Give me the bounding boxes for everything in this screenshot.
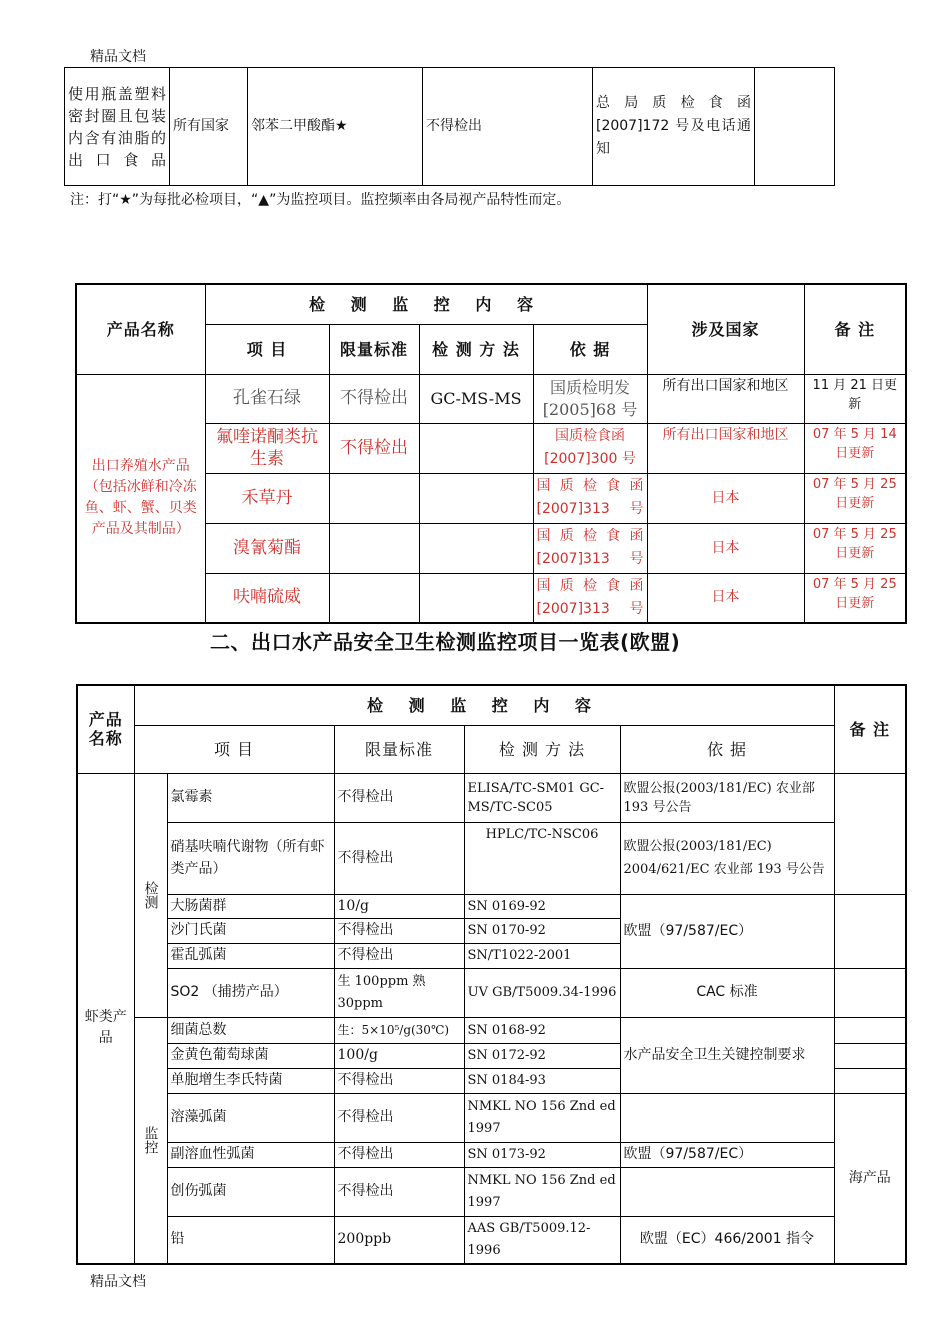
t2-row1-item: 氟喹诺酮类抗生素	[205, 423, 329, 473]
t2-row4-basis: 国质检食函[2007]313 号	[533, 573, 647, 623]
t3-row3-item: 沙门氏菌	[167, 918, 334, 943]
t1-country: 所有国家	[170, 68, 248, 186]
t2-row1-limit: 不得检出	[329, 423, 419, 473]
t2-row3-limit	[329, 523, 419, 573]
t2-row1-method	[419, 423, 533, 473]
t2-row4-limit	[329, 573, 419, 623]
t1-limit: 不得检出	[423, 68, 593, 186]
t3-row2-item: 大肠菌群	[167, 894, 334, 918]
t3-h-item: 项 目	[134, 725, 334, 773]
t3-row1-item: 硝基呋喃代谢物（所有虾类产品）	[167, 822, 334, 894]
t2-h-item: 项 目	[205, 324, 329, 374]
t3-remark-a	[834, 773, 906, 894]
t1-product: 使用瓶盖塑料密封圈且包装内含有油脂的出口食品	[65, 68, 170, 186]
t3-remark-d	[834, 1017, 906, 1043]
t2-row3-method	[419, 523, 533, 573]
table-eu-shrimp	[76, 684, 907, 1265]
t3-row11-limit: 不得检出	[334, 1167, 464, 1216]
t2-product: 出口养殖水产品（包括冰鲜和冷冻鱼、虾、蟹、贝类产品及其制品）	[76, 374, 205, 623]
t2-row0-item: 孔雀石绿	[205, 374, 329, 423]
t2-row4-method	[419, 573, 533, 623]
t2-row0-countries: 所有出口国家和地区	[647, 374, 804, 423]
t3-h-limit: 限量标准	[334, 725, 464, 773]
t3-row5-method: UV GB/T5009.34-1996	[464, 968, 620, 1017]
t3-row2-basis: 欧盟（97/587/EC）	[620, 894, 834, 968]
t3-row2-limit: 10/g	[334, 894, 464, 918]
t2-row2-method	[419, 473, 533, 523]
t3-row5-basis: CAC 标准	[620, 968, 834, 1017]
t3-row9-basis	[620, 1093, 834, 1142]
t2-row3-basis: 国质检食函[2007]313 号	[533, 523, 647, 573]
t2-row0-basis: 国质检明发[2005]68 号	[533, 374, 647, 423]
t1-item: 邻苯二甲酸酯★	[248, 68, 423, 186]
page-footer: 精品文档	[90, 1274, 146, 1290]
t3-remark-c	[834, 968, 906, 1017]
t3-h-basis: 依 据	[620, 725, 834, 773]
table-bottle-cap	[64, 67, 835, 186]
t3-row10-item: 副溶血性弧菌	[167, 1142, 334, 1167]
t3-group-detect: 检测	[134, 773, 167, 1017]
t2-h-method: 检 测 方 法	[419, 324, 533, 374]
t2-row2-basis: 国质检食函[2007]313 号	[533, 473, 647, 523]
t2-row1-remark: 07 年 5 月 14 日更新	[804, 423, 906, 473]
t2-row0-remark: 11 月 21 日更新	[804, 374, 906, 423]
section-title: 二、出口水产品安全卫生检测监控项目一览表(欧盟)	[210, 630, 681, 654]
t2-h-basis: 依 据	[533, 324, 647, 374]
t3-row3-method: SN 0170-92	[464, 918, 620, 943]
t2-row3-remark: 07 年 5 月 25 日更新	[804, 523, 906, 573]
t3-row10-basis: 欧盟（97/587/EC）	[620, 1142, 834, 1167]
t3-h-content: 检 测 监 控 内 容	[134, 685, 834, 725]
t3-row0-basis: 欧盟公报(2003/181/EC) 农业部 193 号公告	[620, 773, 834, 822]
t3-remark-e	[834, 1043, 906, 1068]
t2-row2-item: 禾草丹	[205, 473, 329, 523]
t3-row5-limit: 生 100ppm 熟 30ppm	[334, 968, 464, 1017]
t3-row12-limit: 200ppb	[334, 1216, 464, 1264]
page-header: 精品文档	[90, 49, 146, 65]
t3-row1-method: HPLC/TC-NSC06	[464, 822, 620, 894]
t1-basis: 总局质检食函[2007]172 号及电话通知	[593, 68, 755, 186]
t3-row9-item: 溶藻弧菌	[167, 1093, 334, 1142]
t3-group-monitor: 监控	[134, 1017, 167, 1264]
t2-row1-countries: 所有出口国家和地区	[647, 423, 804, 473]
t3-row9-method: NMKL NO 156 Znd ed 1997	[464, 1093, 620, 1142]
t3-remark-f	[834, 1068, 906, 1093]
t3-row4-item: 霍乱弧菌	[167, 943, 334, 968]
t3-row2-method: SN 0169-92	[464, 894, 620, 918]
t3-row6-basis: 水产品安全卫生关键控制要求	[620, 1017, 834, 1093]
t3-row4-limit: 不得检出	[334, 943, 464, 968]
t3-row10-method: SN 0173-92	[464, 1142, 620, 1167]
t3-row6-limit: 生：5×10⁵/g(30℃)	[334, 1017, 464, 1043]
t3-row11-method: NMKL NO 156 Znd ed 1997	[464, 1167, 620, 1216]
note: 注：打“★”为每批必检项目，“▲”为监控项目。监控频率由各局视产品特性而定。	[70, 192, 571, 208]
t2-row0-limit: 不得检出	[329, 374, 419, 423]
t3-row8-limit: 不得检出	[334, 1068, 464, 1093]
t3-h-remark: 备 注	[834, 685, 906, 773]
t2-h-remark: 备 注	[804, 284, 906, 374]
t3-h-method: 检 测 方 法	[464, 725, 620, 773]
t3-row3-limit: 不得检出	[334, 918, 464, 943]
t3-row0-limit: 不得检出	[334, 773, 464, 822]
t2-row2-limit	[329, 473, 419, 523]
t1-remark	[755, 68, 835, 186]
t3-row7-limit: 100/g	[334, 1043, 464, 1068]
t2-h-content: 检 测 监 控 内 容	[205, 284, 647, 324]
t3-row12-item: 铅	[167, 1216, 334, 1264]
t2-row2-remark: 07 年 5 月 25 日更新	[804, 473, 906, 523]
t3-product: 虾类产品	[77, 773, 134, 1264]
t2-row3-item: 溴氰菊酯	[205, 523, 329, 573]
t3-row8-method: SN 0184-93	[464, 1068, 620, 1093]
t2-row4-remark: 07 年 5 月 25 日更新	[804, 573, 906, 623]
t3-row0-item: 氯霉素	[167, 773, 334, 822]
t3-row8-item: 单胞增生李氏特菌	[167, 1068, 334, 1093]
t3-row10-limit: 不得检出	[334, 1142, 464, 1167]
t2-row4-countries: 日本	[647, 573, 804, 623]
t3-row0-method: ELISA/TC-SM01 GC-MS/TC-SC05	[464, 773, 620, 822]
t3-row11-basis	[620, 1167, 834, 1216]
t3-row12-method: AAS GB/T5009.12-1996	[464, 1216, 620, 1264]
t2-row1-basis: 国质检食函[2007]300 号	[533, 423, 647, 473]
t2-h-product: 产品名称	[76, 284, 205, 374]
t3-row6-item: 细菌总数	[167, 1017, 334, 1043]
t2-row4-item: 呋喃硫威	[205, 573, 329, 623]
t3-row6-method: SN 0168-92	[464, 1017, 620, 1043]
t3-row5-item: SO2 （捕捞产品）	[167, 968, 334, 1017]
t3-row11-item: 创伤弧菌	[167, 1167, 334, 1216]
t3-row12-basis: 欧盟（EC）466/2001 指令	[620, 1216, 834, 1264]
t3-row7-method: SN 0172-92	[464, 1043, 620, 1068]
t2-h-countries: 涉及国家	[647, 284, 804, 374]
t3-h-product: 产品名称	[77, 685, 134, 773]
t2-h-limit: 限量标准	[329, 324, 419, 374]
t3-row10-remark: 海产品	[834, 1093, 906, 1264]
t2-row2-countries: 日本	[647, 473, 804, 523]
t2-row0-method: GC-MS-MS	[419, 374, 533, 423]
t3-row9-limit: 不得检出	[334, 1093, 464, 1142]
t3-remark-b	[834, 894, 906, 968]
t3-row4-method: SN/T1022-2001	[464, 943, 620, 968]
t3-row7-item: 金黄色葡萄球菌	[167, 1043, 334, 1068]
table-farmed-aquatic	[75, 283, 907, 624]
t3-row1-basis: 欧盟公报(2003/181/EC) 2004/621/EC 农业部 193 号公告	[620, 822, 834, 894]
t2-row3-countries: 日本	[647, 523, 804, 573]
t3-row1-limit: 不得检出	[334, 822, 464, 894]
